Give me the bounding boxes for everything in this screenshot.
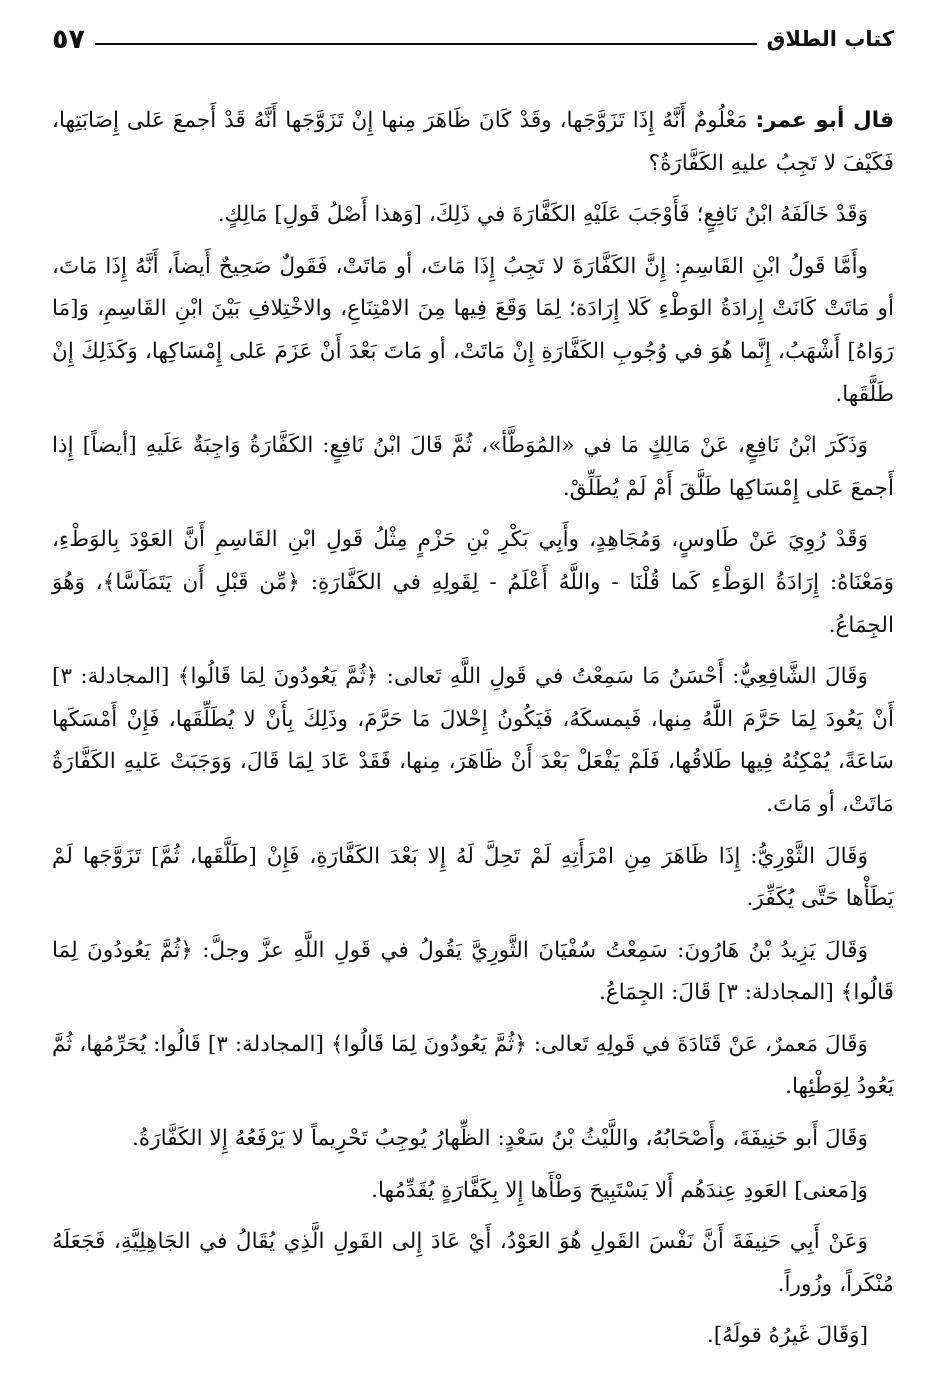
paragraph-4: وَذَكَرَ ابْنُ نَافِعٍ، عَنْ مَالِكٍ مَا في «المُوَطَّأ»، ثُمَّ قَالَ ابْنُ نَافِعٍ: الكَفَّارَةُ وَاجِبَةٌ عَلَيهِ [أيضاً] إِذا أَجمعَ عَلى إِمْسَاكِها طَلَّقَ أَمْ لَمْ يُطَلِّقْ. bbox=[52, 433, 894, 501]
speaker-label: قال أبو عمر: bbox=[755, 108, 894, 133]
paragraph-8: وَقَالَ يَزِيدُ بْنُ هَارُونَ: سَمِعْتُ سُفْيَانَ الثَّورِيَّ يَقُولُ في قَولِ اللَّهِ عزَّ وجلَّ: ﴿ثُمَّ يَعُودُونَ لِمَا قَالُوا﴾ [المجادلة: ٣] قَالَ: الجِمَاعُ. bbox=[52, 937, 894, 1006]
page-body bbox=[52, 100, 894, 1358]
header-rule bbox=[95, 43, 757, 45]
paragraph-9: وَقَالَ مَعمرٌ، عَنْ قَتَادَةَ في قَولِهِ تَعالى: ﴿ثُمَّ يَعُودُونَ لِمَا قَالُوا﴾ [المجادلة: ٣] قَالُوا: يُحَرِّمُها، ثُمَّ يَعُودُ لِوَطْئِها. bbox=[52, 1031, 894, 1100]
book-page bbox=[52, 18, 894, 1378]
paragraph-text: مَعْلُومٌ أَنَّهُ إِذَا تَزَوَّجَها، وقَدْ كَانَ ظَاهَرَ مِنها إِنْ تَزَوَّجَها أَنَّهُ قَدْ أَجمعَ عَلى إِصَابَتِها، فَكَيْفَ لا تَجِبُ عليهِ الكَفَّارَةُ؟ bbox=[52, 108, 894, 176]
paragraph-11: وَ[مَعنى] العَودِ عِندَهُم أَلا يَسْتَبِيحَ وَطْأَها إِلا بِكَفَّارَةٍ يُقَدِّمُها. bbox=[371, 1177, 868, 1203]
paragraph-6: وَقَالَ الشَّافِعِيُّ: أَحْسَنُ مَا سَمِعْتُ في قَولِ اللَّهِ تَعالى: ﴿ثُمَّ يَعُودُونَ لِمَا قَالُوا﴾ [المجادلة: ٣] أَنْ يَعُودَ لِمَا حَرَّمَ اللَّهُ مِنها، فَيمسكَهُ، فَيَكُونُ إِحْلالَ مَا حَرَّمَ، وذَلِكَ بِأَنْ لا يُطَلِّقَها، فَإِنْ أَمْسَكَها سَاعَةً، يُمْكِنُهُ فِيها طَلاقُها، فَلَمْ يَفْعَلْ بَعْدَ أَنْ ظَاهَرَ، مِنها، فَقَدْ عَادَ لِمَا قَالَ، وَوَجَبَتْ عَليهِ الكَفَّارَةُ مَاتَتْ، أو مَاتَ. bbox=[52, 664, 894, 817]
book-title: كتاب الطلاق bbox=[766, 27, 894, 51]
paragraph-1 bbox=[52, 100, 894, 185]
paragraph-5: وَقَدْ رُوِيَ عَنْ طَاوسٍ، وَمُجَاهِدٍ، وأَبِي بَكْرِ بْنِ حَزْمٍ مِثْلُ قَولِ ابْنِ القَاسِمِ أَنَّ العَوْدَ بِالوَطْءِ، وَمَعْنَاهُ: إِرَادَةُ الوَطْءِ كَما قُلْنَا - واللَّهُ أَعْلَمُ - لِقَولِهِ في الكَفَّارَةِ: ﴿مِّن قَبْلِ أَن يَتَمَآسَّا﴾، وَهُوَ الجِمَاعُ. bbox=[52, 527, 894, 638]
paragraph-12: وَعَنْ أَبِي حَنِيفَةَ أَنَّ نَفْسَ القَولِ هُوَ العَوْدُ، أَيْ عَادَ إِلى القَولِ الَّذِي يُقَالُ في الجَاهِلِيَّةِ، فَجَعَلَهُ مُنْكَراً، وزُوراً. bbox=[52, 1229, 894, 1297]
running-header bbox=[52, 18, 894, 60]
page-number: ٥٧ bbox=[52, 23, 85, 55]
paragraph-10: وَقَالَ أَبو حَنِيفَةَ، وأَصْحَابُهُ، واللَّيْثُ بْنُ سَعْدٍ: الظِّهارُ يُوجِبُ تَحْرِيماً لا يَرْفَعُهُ إِلا الكَفَّارَةُ. bbox=[132, 1126, 868, 1152]
paragraph-3: وأَمَّا قَولُ ابْنِ القَاسِمِ: إِنَّ الكَفَّارَةَ لا تَجِبُ إِذَا مَاتَ، أو مَاتَتْ، فَقَولٌ صَحِيحٌ أَيضاً، أَنَّهُ إِذَا مَاتَ، أو مَاتَتْ كَانَتْ إِرادَةُ الوَطْءِ كَلا إِرَادَة؛ لِمَا وَقَعَ فِيها مِنَ الامْتِنَاعِ، والاخْتِلافِ بَيْنَ ابْنِ القَاسِمِ، وَ[مَا رَوَاهُ] أَشْهَبُ، إِنَّما هُوَ في وُجُوبِ الكَفَّارَةِ إِنْ مَاتَتْ، أو مَاتَ بَعْدَ أَنْ عَزَمَ عَلى إِمْسَاكِها، وَكَذَلِكَ إِنْ طَلَّقَها. bbox=[52, 253, 894, 407]
paragraph-13: [وَقَالَ غَيرُهُ قولَهُ]. bbox=[706, 1323, 868, 1349]
paragraph-7: وَقَالَ الثَّوْرِيُّ: إِذَا ظَاهَرَ مِنِ امْرَأَتِهِ لَمْ تَحِلَّ لَهُ إِلا بَعْدَ الكَفَّارَةِ، فَإِنْ [طَلَّقَها، ثُمَّ] تَزَوَّجَها لَمْ يَطَأْها حَتَّى يُكَفِّرَ. bbox=[52, 843, 894, 912]
paragraph-2: وَقَدْ خَالَفَهُ ابْنُ نَافِعٍ؛ فَأَوْجَبَ عَلَيْهِ الكَفَّارَةَ في ذَلِكَ، [وَهذا أَصْلُ قَولِ] مَالِكٍ. bbox=[217, 202, 868, 228]
